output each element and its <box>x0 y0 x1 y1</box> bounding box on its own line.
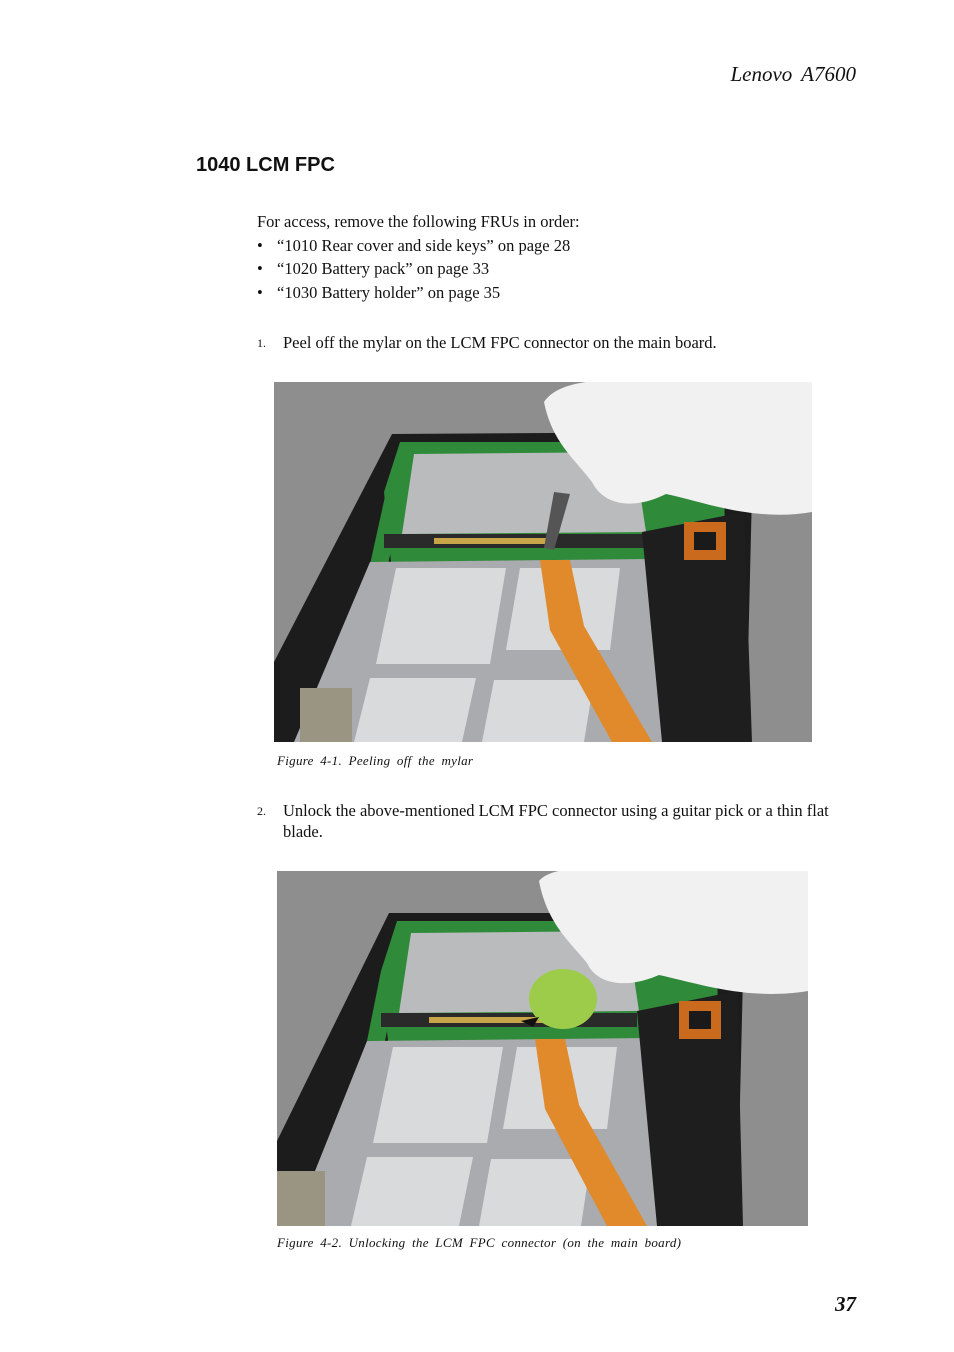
fru-item-text: “1020 Battery pack” on page 33 <box>277 259 490 278</box>
tablet-teardown-illustration <box>274 382 812 742</box>
access-intro <box>257 210 580 304</box>
step-number: 1. <box>257 336 266 350</box>
figure-4-1-caption: Figure 4-1. Peeling off the mylar <box>277 753 474 768</box>
fru-item-text: “1010 Rear cover and side keys” on page 28 <box>277 235 571 255</box>
step-1 <box>257 332 847 353</box>
figure-4-2-caption: Figure 4-2. Unlocking the LCM FPC connector (on the main board) <box>277 1235 682 1250</box>
figure-4-1-photo <box>274 382 812 742</box>
page-number: 37 <box>835 1292 856 1316</box>
fru-list-item <box>257 234 580 258</box>
step-text: Peel off the mylar on the LCM FPC connector on the main board. <box>283 333 717 352</box>
step-number: 2. <box>257 804 266 818</box>
figure-4-2-photo <box>277 871 808 1226</box>
fru-item-text: “1030 Battery holder” on page 35 <box>277 282 501 302</box>
step-2 <box>257 800 847 842</box>
fru-list <box>257 234 580 305</box>
fru-list-item <box>257 257 580 281</box>
running-header: Lenovo A7600 <box>730 62 856 86</box>
section-title: 1040 LCM FPC <box>196 154 335 176</box>
fru-list-item <box>257 281 580 305</box>
step-text: Unlock the above-mentioned LCM FPC connector using a guitar pick or a thin flat blade. <box>283 801 829 841</box>
intro-text: For access, remove the following FRUs in order: <box>257 212 580 231</box>
tablet-teardown-illustration <box>277 871 808 1226</box>
